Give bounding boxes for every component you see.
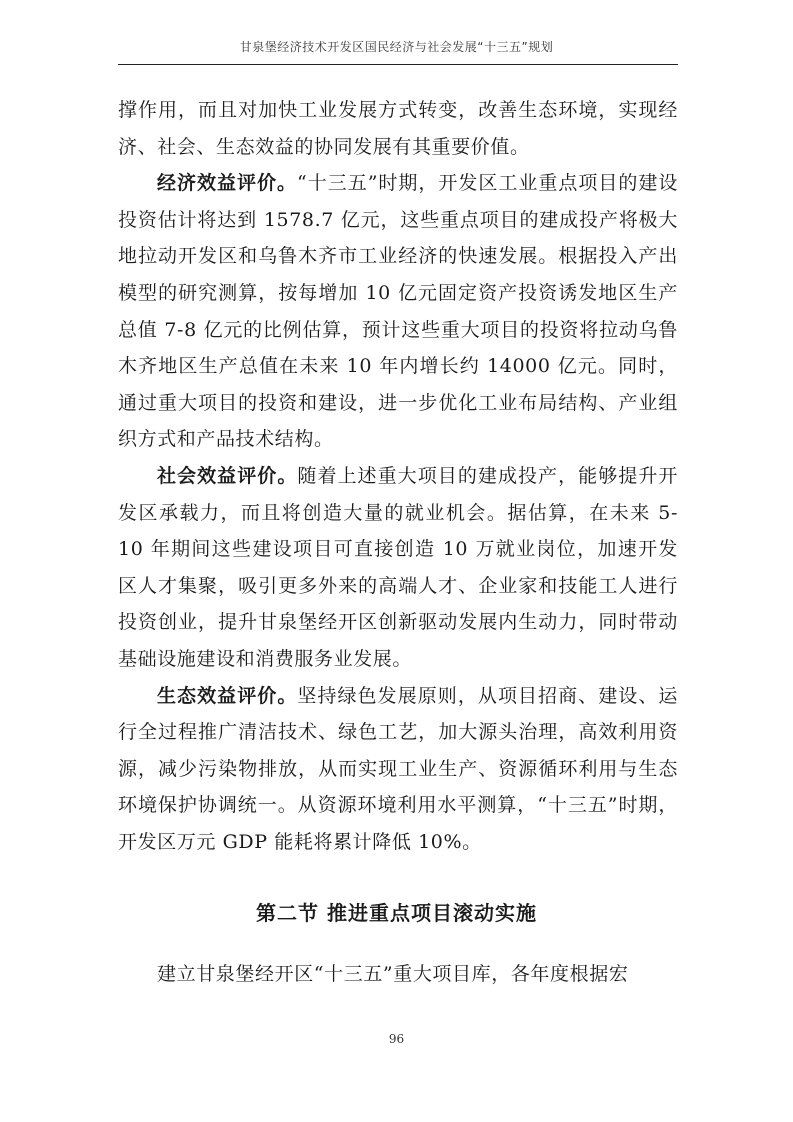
- paragraph-text: “十三五”时期，开发区工业重点项目的建设投资估计将达到 1578.7 亿元，这些重点项目的建成投产将极大地拉动开发区和乌鲁木齐市工业经济的快速发展。根据投入产出模型的研究测算，按每增加 10 亿元固定资产投资诱发地区生产总值 7-8 亿元的比例估算，预计这些重大项目的投资将拉动乌鲁木齐地区生产总值在未来 10 年内增长约 14000 亿元。同时，通过重大项目的投资和建设，进一步优化工业布局结构、产业组织方式和产品技术结构。: [118, 172, 678, 451]
- paragraph-ecological-benefit: [118, 678, 678, 861]
- paragraph-project-library: [118, 956, 678, 993]
- section-heading: 第二节 推进重点项目滚动实施: [256, 901, 537, 925]
- paragraph-text: 撑作用，而且对加快工业发展方式转变，改善生态环境，实现经济、社会、生态效益的协同发展有其重要价值。: [118, 99, 678, 158]
- paragraph-continuation: [118, 92, 678, 165]
- paragraph-social-benefit: [118, 458, 678, 678]
- paragraph-text: 坚持绿色发展原则，从项目招商、建设、运行全过程推广清洁技术、绿色工艺，加大源头治理，高效利用资源，减少污染物排放，从而实现工业生产、资源循环利用与生态环境保护协调统一。从资源环境利用水平测算，“十三五”时期，开发区万元 GDP 能耗将累计降低 10%。: [118, 684, 678, 853]
- paragraph-lead-social: 社会效益评价。: [157, 464, 298, 487]
- paragraph-text: 建立甘泉堡经开区“十三五”重大项目库，各年度根据宏: [157, 963, 629, 985]
- body-text: [118, 92, 678, 860]
- paragraph-economic-benefit: [118, 165, 678, 458]
- section-body: [118, 956, 678, 993]
- running-header: 甘泉堡经济技术开发区国民经济与社会发展“十三五”规划: [239, 40, 554, 54]
- paragraph-lead-economic: 经济效益评价。: [157, 172, 297, 195]
- page-number: 96: [388, 1032, 405, 1046]
- paragraph-lead-ecological: 生态效益评价。: [157, 684, 298, 707]
- header-divider: [118, 64, 678, 65]
- paragraph-text: 随着上述重大项目的建成投产，能够提升开发区承载力，而且将创造大量的就业机会。据估算，在未来 5-10 年期间这些建设项目可直接创造 10 万就业岗位，加速开发区人才集聚，吸引更多外来的高端人才、企业家和技能工人进行投资创业，提升甘泉堡经开区创新驱动发展内生动力，同时带动基础设施建设和消费服务业发展。: [118, 464, 678, 670]
